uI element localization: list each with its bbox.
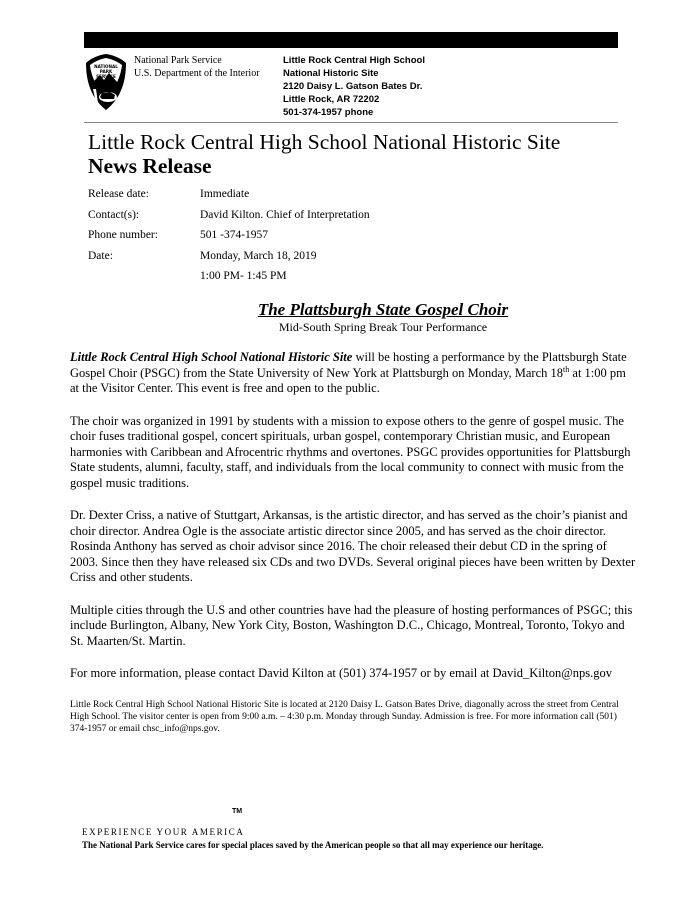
trademark-mark: TM [232, 808, 243, 815]
site-type: National Historic Site [283, 68, 379, 79]
release-body [70, 350, 636, 752]
department-name: U.S. Department of the Interior [134, 68, 260, 79]
agency-name: National Park Service [134, 55, 222, 66]
site-title: Little Rock Central High School National Historic Site [88, 130, 561, 154]
paragraph-1 [70, 350, 636, 397]
agency-block [134, 54, 260, 80]
event-title: The Plattsburgh State Gospel Choir [257, 300, 509, 319]
contact-label: Contact(s): [88, 208, 140, 221]
contact-value: David Kilton. Chief of Interpretation [200, 208, 370, 221]
release-date-label: Release date: [88, 188, 149, 200]
release-date-value: Immediate [200, 188, 250, 200]
logo-text-2: PARK [99, 69, 113, 74]
lead-site-name: Little Rock Central High School National Historic Site [70, 350, 353, 364]
date-label: Date: [88, 249, 113, 262]
experience-tagline: EXPERIENCE YOUR AMERICA [82, 827, 245, 837]
header-black-bar [84, 32, 618, 48]
phone-number: 501-374-1957 phone [283, 107, 374, 118]
site-name: Little Rock Central High School [283, 55, 425, 66]
logo-text-3: SERVICE [96, 74, 116, 79]
event-subtitle: Mid-South Spring Break Tour Performance [278, 320, 488, 334]
city-address: Little Rock, AR 72202 [283, 94, 380, 105]
mission-statement: The National Park Service cares for special places saved by the American people so that all may experience our heritage. [82, 840, 544, 850]
page-title [88, 130, 560, 178]
paragraph-3: Dr. Dexter Criss, a native of Stuttgart, Arkansas, is the artistic director, and has served as the choir’s pianist and choir director. Andrea Ogle is the associate artistic director since 2005, and has served as the choir director. Rosinda Anthony has served as choir advisor since 2016. The choir released their debut CD in the spring of 2003. Since then they have released six CDs and two DVDs. Several original pieces have been written by Dexter Criss and other students. [70, 508, 636, 584]
paragraph-4: Multiple cities through the U.S and other countries have had the pleasure of hosting performances of PSGC; this include Burlington, Albany, New York City, Boston, Washington D.C., Chicago, Montreal, Toronto, Tokyo and St. Maarten/St. Martin. [70, 602, 633, 648]
header-divider [84, 122, 618, 123]
street-address: 2120 Daisy L. Gatson Bates Dr. [283, 81, 423, 92]
news-release-heading: News Release [88, 154, 212, 178]
time-value: 1:00 PM- 1:45 PM [200, 270, 287, 282]
logo-text-1: NATIONAL [94, 64, 118, 69]
nps-arrowhead-logo [84, 53, 128, 111]
site-address-block [283, 54, 425, 119]
paragraph-5: For more information, please contact David Kilton at (501) 374-1957 or by email at David_Kilton@nps.gov [70, 666, 612, 680]
phone-label: Phone number: [88, 229, 158, 241]
date-value: Monday, March 18, 2019 [200, 249, 317, 262]
phone-value: 501 -374-1957 [200, 229, 269, 241]
site-footnote: Little Rock Central High School National Historic Site is located at 2120 Daisy L. Gatson Bates Drive, diagonally across the street from Central High School. The visitor center is open from 9:00 a.m. – 4:30 p.m. Monday through Sunday. Admission is free. For more information call (501) 374-1957 or email chsc_info@nps.gov. [70, 699, 619, 734]
ordinal-suffix: th [563, 364, 570, 374]
paragraph-1-text-a: will be hosting a performance by the Plattsburgh State Gospel Choir (PSGC) from the State University of New York at Plattsburgh on Monday, March 18 [70, 350, 627, 380]
paragraph-1-text-b: at 1:00 pm at the Visitor Center. This event is free and open to the public. [70, 365, 626, 395]
paragraph-2: The choir was organized in 1991 by students with a mission to expose others to the genre of gospel music. The choir fuses traditional gospel, concert spirituals, urban gospel, contemporary Christian music, and European harmonies with Caribbean and Afrocentric rhythms and overtones. PSGC provides opportunities for Plattsburgh State students, alumni, faculty, staff, and individuals from the local community to connect with music from the gospel music traditions. [70, 413, 631, 490]
